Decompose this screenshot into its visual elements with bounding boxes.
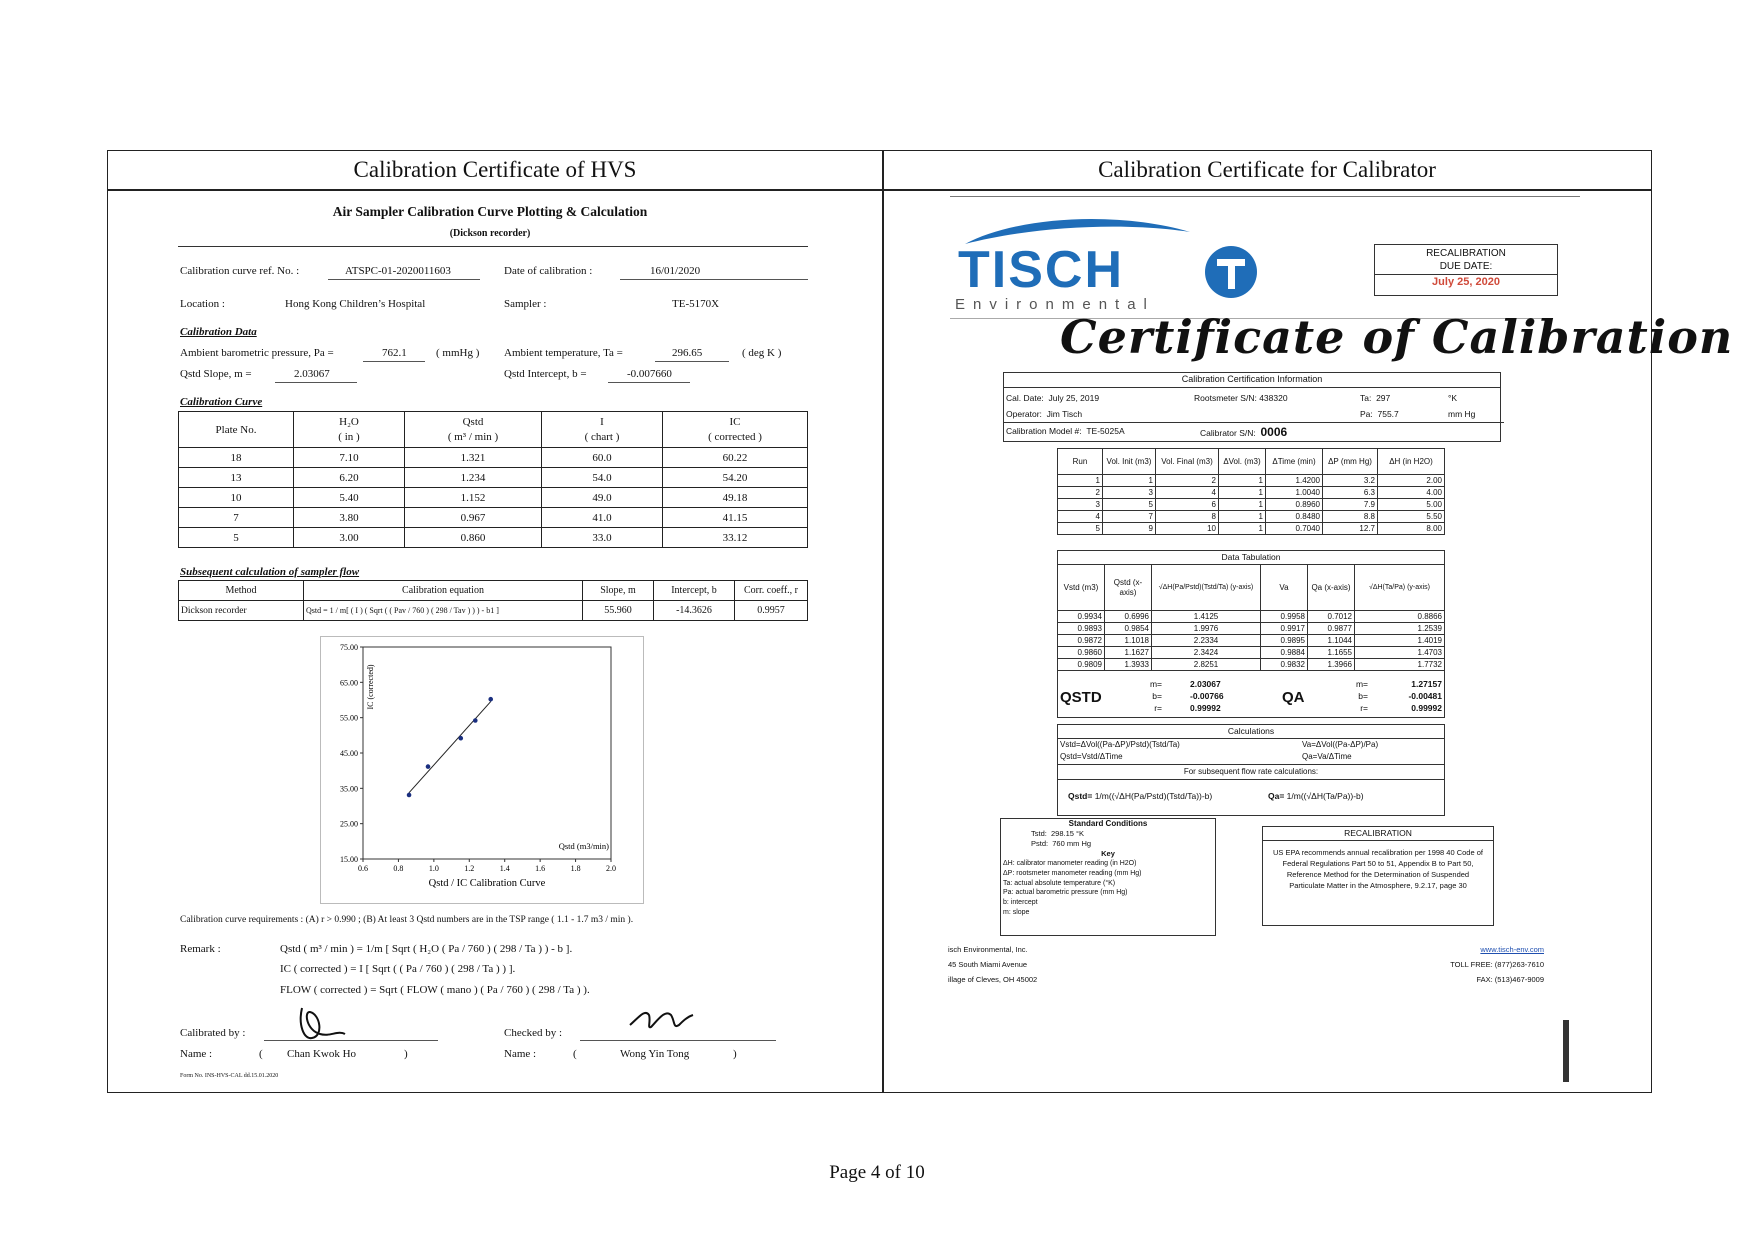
location-value: Hong Kong Children’s Hospital [285, 298, 426, 310]
slope-label: Qstd Slope, m = [180, 368, 252, 380]
calibrator-signature [290, 1000, 370, 1045]
calibration-sheet-subtitle: (Dickson recorder) [449, 228, 531, 239]
runs-table: Run Vol. Init (m3) Vol. Final (m3) ΔVol. (m3) ΔTime (min) ΔP (mm Hg) ΔH (in H2O) 1 1 2 1 1.4200 3.2 2.00 2 3 4 1 1.0040 6.3 4.00 3 5 6 1 0.8960 7.9 5.00 4 7 8 1 0.8480 8.8 5.50 5 9 10 1 0.7040 12.7 8.00 [1057, 448, 1445, 535]
calibration-chart [320, 636, 644, 904]
intercept-label: Qstd Intercept, b = [504, 368, 587, 380]
subsequent-calc-heading: Subsequent calculation of sampler flow [180, 566, 360, 578]
cal-date-row: Cal. Date: July 25, 2019 [1006, 393, 1100, 403]
key-list: ΔH: calibrator manometer reading (in H2O) ΔP: rootsmeter manometer reading (mm Hg) Ta: actual absolute temperature (°K) Pa: actual barometric pressure (mm Hg) b: intercept m: slope [1003, 860, 1142, 916]
table-row: 0.9809 1.3933 2.8251 0.9832 1.3966 1.7732 [1058, 659, 1445, 671]
rootsmeter-row: Rootsmeter S/N: 438320 [1194, 393, 1288, 403]
calibration-data-heading: Calibration Data [180, 326, 257, 338]
date-value: 16/01/2020 [650, 265, 701, 277]
pa-unit: ( mmHg ) [436, 347, 480, 359]
calc-qa: Qa=Va/ΔTime [1302, 752, 1352, 761]
flow-slope-header: Slope, m [583, 581, 654, 601]
data-point [458, 736, 463, 741]
slope-value: 2.03067 [294, 368, 330, 380]
ta-unit: °K [1448, 393, 1458, 403]
subsequent-flow-title: For subsequent flow rate calculations: [1183, 767, 1319, 776]
pa-row: Pa: 755.7 [1360, 409, 1399, 419]
table-row: Dickson recorder Qstd = 1 / m[ ( I ) ( Sqrt ( ( Pav / 760 ) ( 298 / Tav ) ) ) - b1 ] 55.960 -14.3626 0.9957 [179, 601, 808, 621]
standard-conditions-title: Standard Conditions [1068, 819, 1148, 828]
tstd-row: Tstd: 298.15 °K [1031, 829, 1085, 838]
table-row: 5 9 10 1 0.7040 12.7 8.00 [1058, 523, 1445, 535]
page-number: Page 4 of 10 [829, 1162, 925, 1183]
recalibration-note-box [1262, 826, 1494, 926]
x-tick-label: 1.2 [464, 864, 475, 873]
address-line-1: 45 South Miami Avenue [948, 960, 1028, 969]
x-tick-label: 0.6 [358, 864, 368, 873]
data-point [426, 764, 431, 769]
table-row: 18 7.10 1.321 60.0 60.22 [179, 448, 808, 468]
remark-line-2: IC ( corrected ) = I [ Sqrt ( ( Pa / 760 ) ( 298 / Ta ) ) ]. [280, 963, 516, 975]
tisch-logo-mark [1205, 246, 1257, 298]
checked-name: Wong Yin Tong [620, 1048, 690, 1060]
model-row: Calibration Model #: TE-5025A [1006, 426, 1125, 436]
table-row: 5 3.00 0.860 33.0 33.12 [179, 528, 808, 548]
certificate-title: Certificate of Calibration [1060, 310, 1734, 364]
sampler-value: TE-5170X [672, 298, 720, 310]
remark-line-1: Qstd ( m³ / min ) = 1/m [ Sqrt ( H₂O ( Pa / 760 ) ( 298 / Ta ) ) - b ]. [280, 943, 573, 955]
x-tick-label: 2.0 [606, 864, 616, 873]
calibration-sheet-title: Air Sampler Calibration Curve Plotting & Calculation [332, 204, 648, 219]
table-row: 2 3 4 1 1.0040 6.3 4.00 [1058, 487, 1445, 499]
x-tick-label: 0.8 [393, 864, 404, 873]
qa-label: QA [1282, 689, 1305, 706]
y-axis-label: IC (corrected) [366, 664, 375, 710]
calc-vstd: Vstd=ΔVol((Pa-ΔP)/Pstd)(Tstd/Ta) [1060, 740, 1180, 749]
flow-equation-header: Calibration equation [304, 581, 583, 601]
ta-value: 296.65 [672, 347, 703, 359]
qstd-eq-labels: m= b= r= [1149, 679, 1162, 713]
fax: FAX: (513)467-9009 [1476, 975, 1544, 984]
calibration-curve-table [178, 411, 808, 548]
qstd-formula: Qstd= 1/m((√ΔH(Pa/Pstd)(Tstd/Ta))-b) [1068, 791, 1213, 801]
y-tick-label: 75.00 [340, 643, 358, 652]
flow-method-header: Method [179, 581, 304, 601]
flow-intercept-header: Intercept, b [654, 581, 735, 601]
checker-signature [625, 1003, 705, 1038]
y-tick-label: 35.00 [340, 784, 358, 794]
ref-value: ATSPC-01-2020011603 [345, 265, 451, 277]
table-row: 0.9893 0.9854 1.9976 0.9917 0.9877 1.2539 [1058, 623, 1445, 635]
col-qstd-header: Qstd ( m³ / min ) [405, 412, 542, 448]
table-row: 0.9872 1.1018 2.2334 0.9895 1.1044 1.4019 [1058, 635, 1445, 647]
qstd-results: 2.03067 -0.00766 0.99992 [1190, 679, 1224, 713]
remark-line-3: FLOW ( corrected ) = Sqrt ( FLOW ( mano ) ( Pa / 760 ) ( 298 / Ta ) ). [280, 984, 590, 996]
table-row: 0.9934 0.6996 1.4125 0.9958 0.7012 0.8866 [1058, 611, 1445, 623]
calculations-title: Calculations [1227, 726, 1275, 736]
table-row: 10 5.40 1.152 49.0 49.18 [179, 488, 808, 508]
company-name: isch Environmental, Inc. [948, 945, 1028, 954]
table-row: 4 7 8 1 0.8480 8.8 5.50 [1058, 511, 1445, 523]
tisch-logo-subtext: Environmental [955, 296, 1155, 313]
pa-value: 762.1 [382, 347, 407, 359]
data-point [488, 697, 493, 702]
y-tick-label: 55.00 [340, 713, 358, 723]
table-row: 7 3.80 0.967 41.0 41.15 [179, 508, 808, 528]
location-label: Location : [180, 298, 225, 310]
recal-due-date: July 25, 2020 [1432, 276, 1500, 288]
form-number: Form No. INS-HVS-CAL dd.15.01.2020 [180, 1073, 279, 1079]
intercept-value: -0.007660 [627, 368, 672, 380]
y-tick-label: 25.00 [340, 819, 358, 829]
data-tabulation-title: Data Tabulation [1221, 552, 1281, 562]
tisch-logo-text: TISCH [958, 241, 1124, 299]
calibration-chart-svg [321, 637, 643, 903]
website-link[interactable]: www.tisch-env.com [1480, 945, 1544, 954]
ref-label: Calibration curve ref. No. : [180, 265, 300, 277]
calc-va: Va=ΔVol((Pa-ΔP)/Pa) [1302, 740, 1379, 749]
calibrated-name: Chan Kwok Ho [287, 1048, 357, 1060]
x-axis-label: Qstd (m3/min) [558, 841, 609, 851]
calibration-curve-heading: Calibration Curve [180, 396, 263, 408]
sampler-flow-table [178, 580, 808, 621]
flow-corr-header: Corr. coeff., r [735, 581, 808, 601]
qstd-label: QSTD [1060, 689, 1102, 706]
standard-conditions-box [1000, 818, 1216, 936]
col-h2o-header: H₂O ( in ) [294, 412, 405, 448]
chart-title: Qstd / IC Calibration Curve [428, 878, 546, 889]
ta-row: Ta: 297 [1360, 393, 1391, 403]
ta-label: Ambient temperature, Ta = [504, 347, 623, 359]
recalibration-due-box [1374, 244, 1558, 296]
info-title: Calibration Certification Information [1181, 374, 1323, 384]
name-label-1: Name : [180, 1048, 213, 1060]
remark-label: Remark : [180, 943, 221, 955]
info-box [1003, 372, 1501, 442]
right-panel-header: Calibration Certificate for Calibrator [1098, 157, 1436, 182]
header-divider [108, 189, 1651, 191]
qa-results: 1.27157 -0.00481 0.99992 [1408, 679, 1442, 713]
y-tick-label: 15.00 [340, 855, 358, 864]
recal-due-subtitle: DUE DATE: [1439, 261, 1493, 272]
operator-row: Operator: Jim Tisch [1006, 409, 1083, 419]
table-row: 3 5 6 1 0.8960 7.9 5.00 [1058, 499, 1445, 511]
pa-label: Ambient barometric pressure, Pa = [180, 347, 334, 359]
col-plate-header: Plate No. [179, 412, 294, 448]
ta-unit: ( deg K ) [742, 347, 782, 359]
x-tick-label: 1.8 [570, 864, 581, 873]
data-point [407, 793, 412, 798]
calibrated-by-label: Calibrated by : [180, 1027, 246, 1039]
sampler-label: Sampler : [504, 298, 547, 310]
col-i-header: I ( chart ) [542, 412, 663, 448]
col-ic-header: IC ( corrected ) [663, 412, 808, 448]
recalibration-note-text: US EPA recommends annual recalibration per 1998 40 Code of Federal Regulations Part 50 to 51, Appendix B to Part 50, Reference Method for the Determination of Suspended Particulate Matter in the Atmosphere, 9.2.17, page 30 [1273, 848, 1483, 890]
toll-free: TOLL FREE: (877)263-7610 [1450, 960, 1544, 969]
y-tick-label: 45.00 [340, 749, 358, 758]
calc-qstd: Qstd=Vstd/ΔTime [1060, 752, 1123, 761]
trendline [409, 702, 491, 793]
table-row: 0.9860 1.1627 2.3424 0.9884 1.1655 1.4703 [1058, 647, 1445, 659]
qa-formula: Qa= 1/m((√ΔH(Ta/Pa))-b) [1268, 791, 1364, 801]
x-tick-label: 1.4 [499, 864, 510, 873]
data-point [473, 718, 478, 723]
x-tick-label: 1.6 [535, 864, 546, 873]
key-title: Key [1101, 849, 1115, 858]
requirements-text: Calibration curve requirements : (A) r > 0.990 ; (B) At least 3 Qstd numbers are in the TSP range ( 1.1 - 1.7 m3 / min ). [180, 915, 634, 925]
panel-divider [882, 151, 884, 1092]
table-row: 1 1 2 1 1.4200 3.2 2.00 [1058, 475, 1445, 487]
qa-eq-labels: m= b= r= [1355, 679, 1368, 713]
date-label: Date of calibration : [504, 265, 593, 277]
left-panel-header: Calibration Certificate of HVS [353, 157, 637, 182]
recal-due-title: RECALIBRATION [1426, 248, 1506, 259]
calculations-box [1057, 724, 1445, 816]
x-tick-label: 1.0 [428, 864, 439, 873]
table-row: 13 6.20 1.234 54.0 54.20 [179, 468, 808, 488]
calibrator-sn-row: Calibrator S/N: 0006 [1200, 425, 1288, 439]
name-label-2: Name : [504, 1048, 537, 1060]
scan-edge-mark [1563, 1020, 1569, 1082]
y-tick-label: 65.00 [340, 678, 358, 688]
plot-area [363, 647, 611, 859]
pstd-row: Pstd: 760 mm Hg [1031, 839, 1092, 848]
data-tabulation-table: Vstd (m3) Qstd (x-axis) √ΔH(Pa/Pstd)(Tstd/Ta) (y-axis) Va Qa (x-axis) √ΔH(Ta/Pa) (y-axis) 0.9934 0.6996 1.4125 0.9958 0.7012 0.8866 0.9893 0.9854 1.9976 0.9917 0.9877 1.2539 0.9872 1.1018 2.2334 0.9895 1.1044 1.4019 0.9860 1.1627 2.3424 0.9884 1.1655 1.4703 0.9809 1.3933 2.8251 0.9832 1.3966 1.7732 [1057, 564, 1445, 671]
pa-unit: mm Hg [1448, 409, 1476, 419]
checked-by-label: Checked by : [504, 1027, 563, 1039]
address-line-2: illage of Cleves, OH 45002 [948, 975, 1038, 984]
recalibration-note-title: RECALIBRATION [1344, 828, 1412, 838]
